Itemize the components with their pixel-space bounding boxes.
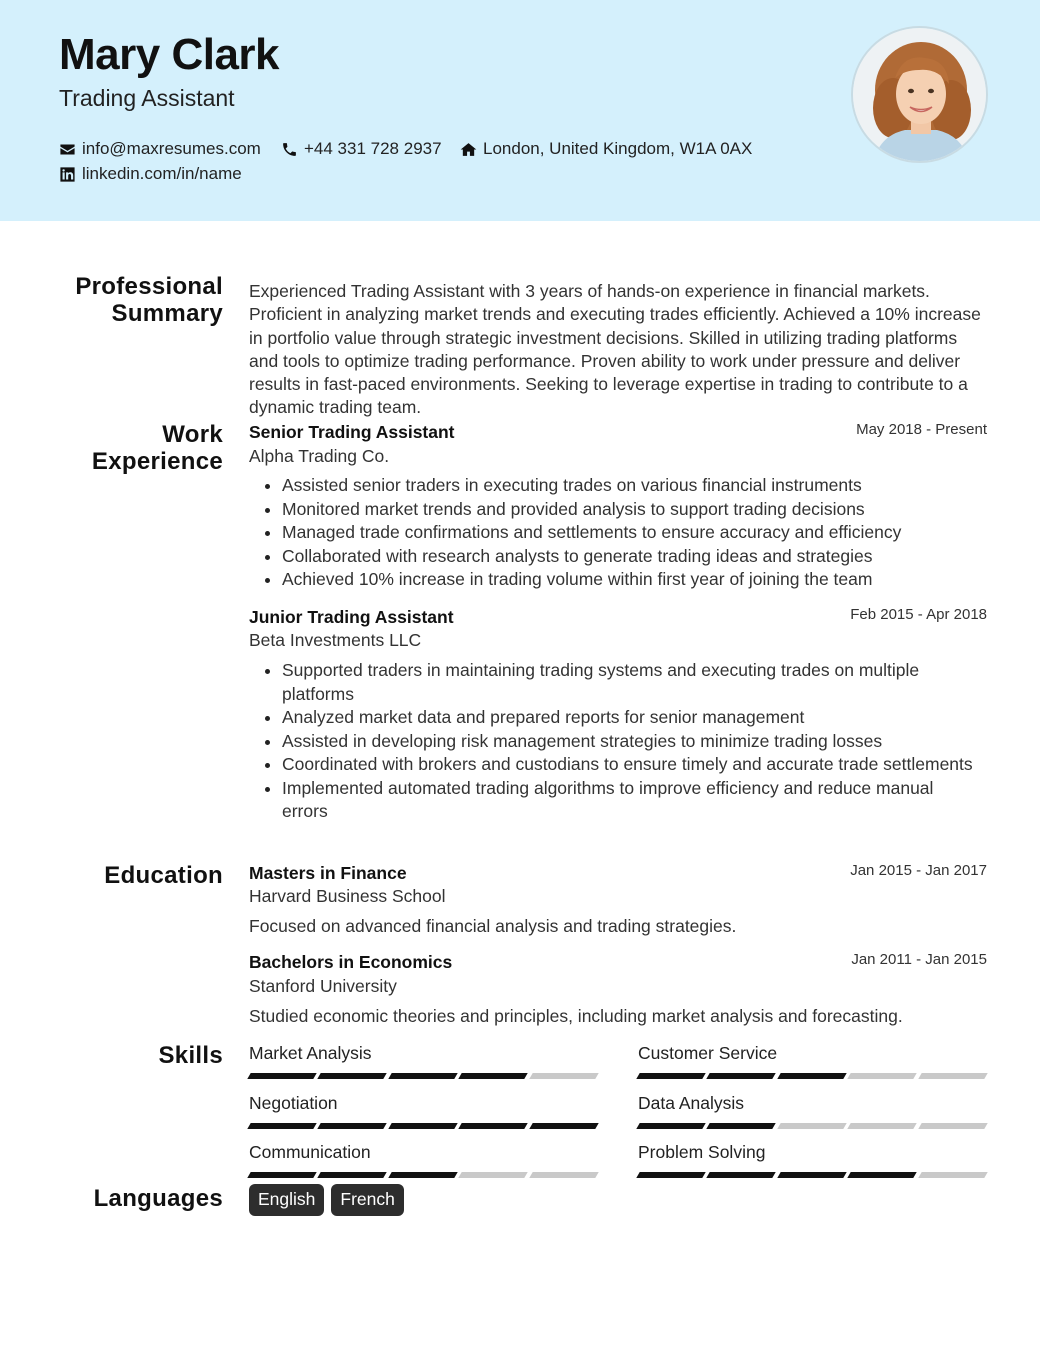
skill-segment-filled — [318, 1172, 388, 1178]
skill-segment-filled — [707, 1172, 777, 1178]
skill-item — [638, 1093, 986, 1129]
list-item: Coordinated with brokers and custodians to ensure timely and accurate trade settlements — [262, 753, 982, 777]
candidate-name: Mary Clark — [59, 30, 280, 79]
skill-segment-empty — [529, 1172, 599, 1178]
language-tag: French — [331, 1184, 403, 1216]
home-icon — [460, 141, 477, 158]
skill-level-bar — [249, 1073, 597, 1079]
skill-level-bar — [249, 1172, 597, 1178]
degree-description: Focused on advanced financial analysis and trading strategies. — [249, 916, 737, 936]
skill-segment-filled — [247, 1123, 317, 1129]
summary-heading: Professional Summary — [75, 273, 223, 327]
skill-name: Negotiation — [249, 1093, 338, 1113]
skill-segment-filled — [777, 1172, 847, 1178]
experience-heading: Work Experience — [91, 421, 223, 475]
list-item: Monitored market trends and provided analysis to support trading decisions — [262, 498, 982, 522]
job-title: Senior Trading Assistant — [249, 422, 455, 442]
skill-segment-filled — [458, 1073, 528, 1079]
job-date: Feb 2015 - Apr 2018 — [850, 606, 987, 623]
skill-segment-filled — [636, 1172, 706, 1178]
list-item: Assisted in developing risk management strategies to minimize trading losses — [262, 730, 982, 754]
language-tag: English — [249, 1184, 324, 1216]
list-item: Collaborated with research analysts to generate trading ideas and strategies — [262, 545, 982, 569]
skills-heading: Skills — [158, 1042, 223, 1069]
job-date: May 2018 - Present — [856, 421, 987, 438]
skill-name: Problem Solving — [638, 1142, 766, 1162]
phone-icon — [281, 141, 298, 158]
job-company: Beta Investments LLC — [249, 630, 422, 650]
skill-segment-empty — [918, 1073, 988, 1079]
skill-level-bar — [638, 1123, 986, 1129]
skill-segment-filled — [388, 1073, 458, 1079]
skill-item — [638, 1043, 986, 1079]
skill-segment-filled — [636, 1123, 706, 1129]
email-text: info@maxresumes.com — [82, 139, 261, 158]
skill-name: Data Analysis — [638, 1093, 745, 1113]
list-item: Achieved 10% increase in trading volume within first year of joining the team — [262, 568, 982, 592]
skill-name: Communication — [249, 1142, 371, 1162]
skill-segment-filled — [458, 1123, 528, 1129]
skill-segment-empty — [918, 1123, 988, 1129]
job-company: Alpha Trading Co. — [249, 446, 390, 466]
skill-segment-filled — [707, 1073, 777, 1079]
skill-segment-empty — [529, 1073, 599, 1079]
degree-date: Jan 2011 - Jan 2015 — [851, 951, 987, 968]
skill-name: Customer Service — [638, 1043, 778, 1063]
list-item: Assisted senior traders in executing trades on various financial instruments — [262, 474, 982, 498]
skill-segment-empty — [777, 1123, 847, 1129]
contact-email[interactable] — [59, 139, 261, 159]
skill-segment-empty — [458, 1172, 528, 1178]
address-text: London, United Kingdom, W1A 0AX — [483, 139, 753, 158]
list-item: Implemented automated trading algorithms to improve efficiency and reduce manual errors — [262, 777, 982, 824]
degree-title: Masters in Finance — [249, 863, 407, 883]
list-item: Supported traders in maintaining trading systems and executing trades on multiple platforms — [262, 659, 982, 706]
skill-level-bar — [638, 1172, 986, 1178]
job-title: Junior Trading Assistant — [249, 607, 454, 627]
phone-text: +44 331 728 2937 — [304, 139, 442, 158]
skill-segment-empty — [847, 1073, 917, 1079]
job-bullets — [262, 474, 982, 592]
job-bullets — [262, 659, 982, 824]
language-tags — [249, 1184, 404, 1216]
skill-segment-empty — [918, 1172, 988, 1178]
profile-photo — [851, 26, 988, 163]
skill-segment-filled — [388, 1172, 458, 1178]
linkedin-text: linkedin.com/in/name — [82, 164, 242, 183]
contact-phone[interactable] — [281, 139, 442, 159]
skill-name: Market Analysis — [249, 1043, 372, 1063]
skill-segment-filled — [247, 1172, 317, 1178]
skill-segment-filled — [318, 1123, 388, 1129]
skill-segment-filled — [388, 1123, 458, 1129]
linkedin-icon — [59, 166, 76, 183]
skill-segment-filled — [318, 1073, 388, 1079]
candidate-title: Trading Assistant — [59, 85, 235, 111]
list-item: Managed trade confirmations and settlements to ensure accuracy and efficiency — [262, 521, 982, 545]
skill-item — [249, 1043, 597, 1079]
skill-segment-filled — [847, 1172, 917, 1178]
skill-item — [249, 1093, 597, 1129]
skill-item — [638, 1142, 986, 1178]
school-name: Harvard Business School — [249, 886, 446, 906]
degree-title: Bachelors in Economics — [249, 952, 453, 972]
skill-segment-filled — [636, 1073, 706, 1079]
summary-text: Experienced Trading Assistant with 3 years of hands-on experience in financial markets. Proficient in analyzing market trends and executing trades efficiently. Achieved a 10% increase in portfolio value through strategic investment decisions. Skilled in utilizing trading platforms and tools to optimize trading performance. Proven ability to work under pressure and deliver results in fast-paced environments. Seeking to leverage expertise in trading to contribute to a dynamic trading team. — [249, 281, 981, 418]
skill-level-bar — [249, 1123, 597, 1129]
skill-segment-filled — [529, 1123, 599, 1129]
education-heading: Education — [104, 862, 223, 889]
skill-segment-filled — [777, 1073, 847, 1079]
languages-heading: Languages — [93, 1185, 223, 1212]
degree-description: Studied economic theories and principles, including market analysis and forecasting. — [249, 1006, 903, 1026]
skill-segment-filled — [247, 1073, 317, 1079]
skill-segment-empty — [847, 1123, 917, 1129]
contact-address — [460, 139, 752, 159]
skill-segment-filled — [707, 1123, 777, 1129]
school-name: Stanford University — [249, 976, 397, 996]
contact-linkedin[interactable] — [59, 164, 242, 184]
skill-item — [249, 1142, 597, 1178]
list-item: Analyzed market data and prepared reports for senior management — [262, 706, 982, 730]
degree-date: Jan 2015 - Jan 2017 — [850, 862, 987, 879]
skill-level-bar — [638, 1073, 986, 1079]
envelope-icon — [59, 141, 76, 158]
